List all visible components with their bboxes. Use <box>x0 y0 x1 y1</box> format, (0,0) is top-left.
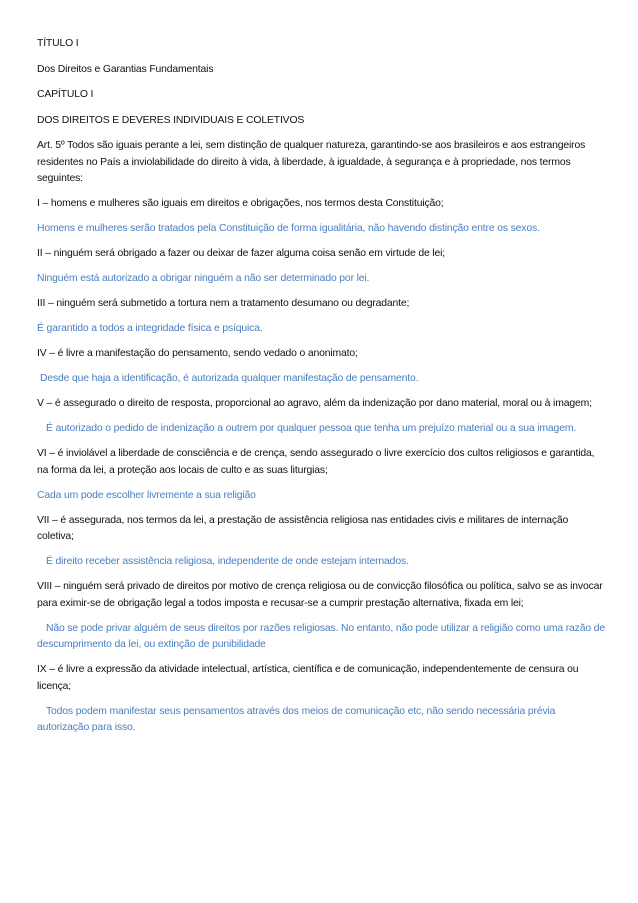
inciso-6-comment: Cada um pode escolher livremente a sua religião <box>37 489 256 501</box>
inciso-9-comment: Todos podem manifestar seus pensamentos através dos meios de comunicação etc, não sendo necessária prévia autorização para isso. <box>37 705 556 733</box>
inciso-7-comment: É direito receber assistência religiosa, independente de onde estejam internados. <box>46 556 409 567</box>
inciso-2-text: II – ninguém será obrigado a fazer ou deixar de fazer alguma coisa senão em virtude de lei; <box>37 248 445 259</box>
inciso-8-text: VIII – ninguém será privado de direitos por motivo de crença religiosa ou de convicção filosófica ou política, salvo se as invocar para eximir-se de obrigação legal a todos imposta e recusar-se a cumprir prestação alternativa, fixada em lei; <box>37 581 603 609</box>
chapter-heading: CAPÍTULO I <box>37 89 94 100</box>
inciso-5-comment: É autorizado o pedido de indenização a outrem por qualquer pessoa que tenha um prejuízo material ou a sua imagem. <box>46 423 577 434</box>
inciso-3-comment: É garantido a todos a integridade física e psíquica. <box>37 323 263 334</box>
inciso-7-text: VII – é assegurada, nos termos da lei, a prestação de assistência religiosa nas entidades civis e militares de internação coletiva; <box>37 514 569 542</box>
inciso-8-comment: Não se pode privar alguém de seus direitos por razões religiosas. No entanto, não pode utilizar a religião como uma razão de descumprimento da lei, ou extinção de punibilidade <box>37 622 605 650</box>
inciso-3-text: III – ninguém será submetido a tortura nem a tratamento desumano ou degradante; <box>37 298 410 309</box>
title-heading: TÍTULO I <box>37 38 79 49</box>
title-name: Dos Direitos e Garantias Fundamentais <box>37 63 214 75</box>
inciso-1-comment: Homens e mulheres serão tratados pela Constituição de forma igualitária, não havendo distinção entre os sexos. <box>37 223 540 234</box>
chapter-name: DOS DIREITOS E DEVERES INDIVIDUAIS E COLETIVOS <box>37 114 305 126</box>
inciso-5-text: V – é assegurado o direito de resposta, proporcional ao agravo, além da indenização por dano material, moral ou à imagem; <box>37 398 592 409</box>
document-page <box>37 36 605 745</box>
article-caput: Art. 5º Todos são iguais perante a lei, sem distinção de qualquer natureza, garantindo-se aos brasileiros e aos estrangeiros residentes no País a inviolabilidade do direito à vida, à liberdade, à igualdade, à segurança e à propriedade, nos termos seguintes: <box>37 140 586 184</box>
inciso-2-comment: Ninguém está autorizado a obrigar ninguém a não ser determinado por lei. <box>37 273 370 284</box>
inciso-4-text: IV – é livre a manifestação do pensamento, sendo vedado o anonimato; <box>37 348 358 359</box>
inciso-9-text: IX – é livre a expressão da atividade intelectual, artística, científica e de comunicação, independentemente de censura ou licença; <box>37 664 579 692</box>
inciso-1-text: I – homens e mulheres são iguais em direitos e obrigações, nos termos desta Constituição; <box>37 198 444 209</box>
inciso-6-text: VI – é inviolável a liberdade de consciência e de crença, sendo assegurado o livre exercício dos cultos religiosos e garantida, na forma da lei, a proteção aos locais de culto e as suas liturgias; <box>37 448 595 476</box>
inciso-4-comment: Desde que haja a identificação, é autorizada qualquer manifestação de pensamento. <box>40 373 419 384</box>
